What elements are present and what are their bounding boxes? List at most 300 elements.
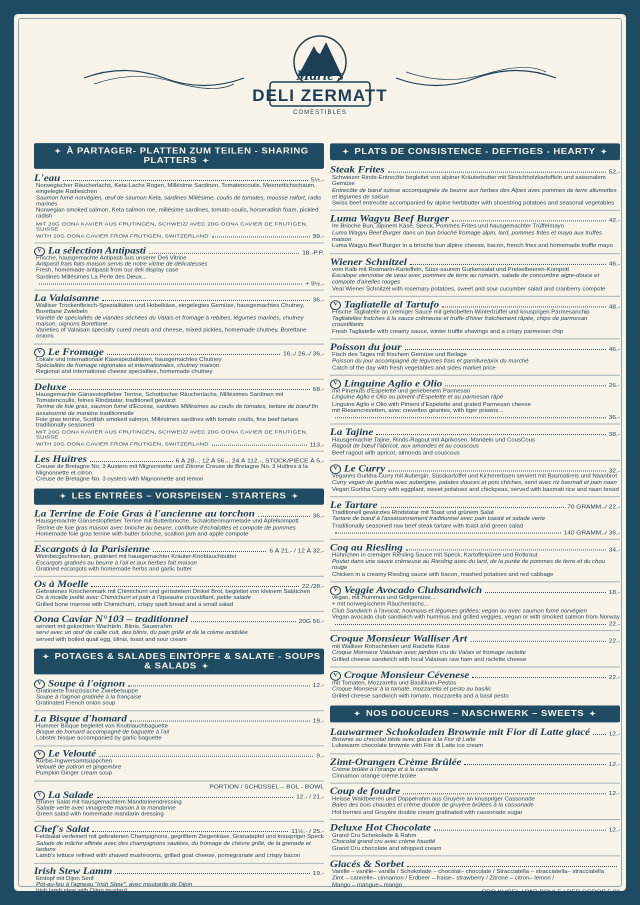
dotted-leader (39, 284, 302, 285)
item-description: Kürbis-Ingwersamtsüppchen (36, 758, 113, 765)
item-separator (34, 745, 324, 746)
item-description: Ragoût de bœuf l'abricot, aux amandes et au couscous (332, 444, 479, 450)
dotted-leader (470, 641, 606, 642)
item-price: 22.- (608, 638, 620, 645)
item-name (34, 749, 96, 759)
item-price: 12.- (608, 790, 620, 798)
item-description: Creuse de Bretagne No. 3 oysters with Mignonnette and lemon (36, 477, 204, 483)
item-description: Chicken in a creamy Riesling sauce with bacon, mashed potatoes and red cabbage (332, 572, 554, 578)
dotted-leader (130, 720, 310, 721)
item-description: Im Brioche Bun, alpinem Käse, Speck, Pommes Frites und hausgemachter Trüffelmayo (332, 224, 564, 230)
item-name-text: Le Tartare (330, 499, 378, 511)
item-price: 12.- (608, 731, 620, 738)
item-separator (34, 780, 324, 781)
item-price: 12.- (608, 761, 620, 768)
item-description: Antipasti frais faits maison servis de notre vitrine de délicatesses (36, 262, 208, 268)
item-header (34, 382, 324, 392)
item-name-text: La Salade (48, 789, 94, 800)
item-header (330, 634, 620, 645)
item-header (330, 727, 620, 738)
item-price: 26.- (608, 382, 620, 389)
star-icon: ✦ (59, 492, 67, 501)
item-price: 68.- (312, 386, 324, 393)
item-header (34, 790, 324, 800)
item-name (34, 347, 104, 357)
item-description: Hummer Bisque begleitet von Knoblauchbaguette (36, 723, 169, 730)
soup-item (34, 866, 324, 895)
item-header (330, 500, 620, 511)
item-description: Soupe à l'oignon gratinée à la française (36, 695, 142, 701)
item-name-text: La Valaisanne (34, 293, 100, 304)
dotted-leader (407, 866, 617, 867)
item-name (34, 790, 94, 800)
vegetarian-icon: V (34, 247, 45, 256)
item-price: 32.- (608, 467, 620, 475)
item-description: mit Walliser Rohschinken und Raclette Käse (332, 644, 450, 650)
item-extra (34, 281, 324, 287)
item-separator (34, 821, 324, 822)
section-title: NOS DOUCEURS – NASCHWERK – SWEETS (365, 709, 585, 719)
item-description: Croque Monsieur à la tomate, mozzarella et pesto au basilic (332, 687, 492, 693)
item-separator (330, 630, 620, 631)
item-header (34, 246, 324, 256)
item-header (34, 509, 324, 519)
item-description: Terrine de foie gras, saumon fumé d'Écosse, sardines Millésimes au coulis de tomates, tartare de bœuf fin assaisonné de manière traditionnelle (36, 404, 319, 417)
item-description: Grand Cru chocolate and whipped cream (332, 846, 442, 852)
item-description: Baies des bois chaudes et crème double de gruyère brûlées à la cassonade (332, 803, 534, 809)
logo-subtitle: COMESTIBLES (293, 110, 347, 116)
item-description: Swiss beef entrecôte accompanied by alpine herbbutter with shoestring potatoes and seasonal vegetables (332, 201, 615, 207)
item-price: 22./28.- (301, 583, 324, 590)
item-price-2: 140 GRAMM.-/ 36.- (563, 529, 620, 536)
dotted-leader (69, 389, 309, 390)
item-header (34, 749, 324, 759)
item-name (330, 634, 467, 645)
item-price: 42.- (608, 218, 620, 225)
item-name (330, 463, 385, 474)
star-icon: ✦ (291, 492, 299, 501)
dotted-leader (258, 516, 310, 517)
item-description: Walliser Trockenfleisch-Spezialitäten und Hobelkäse, eingelegtes Gemüse, hausgemachtes Chutney, Borettane Zwiebeln (36, 303, 305, 315)
item-description: Club Sandwich à l'avocat, houmous et légumes grillées; vegan ou avec saumon fumé norvégien (332, 608, 587, 614)
item-header (34, 825, 324, 835)
star-icon: ✦ (54, 147, 62, 156)
item-description: Grilled cheese sandwich with local Valaisan raw ham and raclette cheese (332, 657, 527, 663)
item-description: Hausgemachte Gänsestopfleber Terrine mit Butterbrioche, Schalottenmarmelade und Apfelkompott (36, 519, 299, 525)
item-separator (330, 375, 620, 376)
item-header (34, 579, 324, 589)
item-description: Vegan Gurkha Curry with eggplant, sweet potatoes and chickpeas, served with basmati rice and naan bread (332, 487, 619, 493)
item-separator (330, 496, 620, 497)
item-header (330, 342, 620, 353)
item-description: Escalope viennoise de veau avec pommes de terre au romarin, salade de concombre aigre-douce et compote d'airelles rouges (332, 273, 600, 286)
item-name (34, 614, 188, 624)
item-description: Grilled cheese sandwich with tomato, mozzarella and a basil pesto (332, 693, 509, 700)
main-item (330, 542, 620, 579)
main-item (330, 634, 620, 664)
main-item (330, 670, 620, 700)
dotted-leader (388, 471, 606, 472)
item-price: 20G 56.- (298, 618, 324, 625)
logo-title: DELI ZERMATT (252, 86, 388, 105)
item-description: Velouté de potiron et gingembre (36, 765, 122, 771)
dotted-leader (90, 461, 173, 462)
item-description: Salade de mâche affinée avec des champignons sautées, du fromage de chèvre grillé, de la grenade et lardons (36, 841, 311, 853)
item-description: Gratinierte französische Zwiebelsuppe (36, 688, 139, 694)
item-description: Fresh Tagliatelle with creamy sauce, winter truffle shavings and a crispy parmesan chip (332, 329, 564, 335)
star-icon: ✦ (342, 147, 350, 156)
item-name-text: Les Huîtres (34, 454, 87, 465)
item-name (330, 257, 407, 268)
item-header (330, 585, 620, 596)
main-item (330, 378, 620, 421)
item-description: Salade verte avec vinaigrette maison à la mandarine (36, 806, 176, 812)
item-description: Crème brûlée à l'orange et à la cannelle (332, 767, 439, 773)
item-description: vom Kalb mit Rosmarin-Kartoffeln, Süss-saurem Gurkensalat und Preiselbeeren-Kompott (332, 267, 569, 273)
dotted-leader (405, 349, 606, 350)
item-description: Traditionally seasoned raw beef steak tartare with toast and green salad (332, 523, 524, 529)
item-description: Bisque de homard accompagné de baguette à l'ail (36, 730, 170, 736)
item-note-2: WITH 20G OONA CAVIER FROM FRUTIGEN, SWITZERLAND (36, 233, 209, 239)
item-price: 12.- (312, 682, 324, 689)
section-title: LES ENTRÉES – VORSPEISEN - STARTERS (71, 492, 287, 502)
item-price: 48.- (608, 303, 620, 310)
item-separator (330, 424, 620, 425)
item-description: Vegan avocado club sandwich with hummus and grilled veggies, vegan or with smoked salmon from Norway (332, 614, 620, 621)
item-name-text: Lauwarmer Schokoladen Brownie mit Fior di Latte glacé (330, 726, 591, 738)
soup-item (34, 714, 324, 743)
item-header (330, 214, 620, 225)
item-description: Luma Wagyu Beef Burger dans un bun brioché fromage alpin, lard, pommes frites et mayo aux truffes maison (332, 230, 603, 243)
item-name-text: Oona Caviar N°103 – traditionnel (34, 614, 189, 625)
item-separator (34, 378, 324, 379)
item-price: 18.- (608, 589, 620, 596)
item-description: Brownie au chocolat tiède avec glace à la Fior di Latte (332, 737, 476, 743)
item-header (330, 757, 620, 768)
section-header-sweets (330, 706, 620, 723)
star-icon: ✦ (201, 662, 209, 670)
item-description: serviert mit gekochten Wachteln, Blinis, Sauerrahm (36, 624, 172, 630)
item-header (330, 427, 620, 438)
item-name-text: Croque Monsieur Walliser Art (330, 633, 468, 645)
item-description: Hühnchen in cremiger Riesling Sauce mit Speck, Kartoffelpüree und Rotkraut (332, 552, 538, 559)
dotted-leader (153, 551, 267, 552)
star-icon: ✦ (42, 652, 50, 661)
item-header (330, 378, 620, 389)
deli-logo (240, 32, 400, 128)
menu-page (14, 14, 626, 896)
item-header (34, 679, 324, 689)
item-description: Beef ragout with apricot, almonds and couscous (332, 450, 460, 457)
dotted-leader (445, 385, 606, 386)
vegetarian-icon: V (34, 749, 45, 758)
item-header (34, 866, 324, 876)
item-description: vegan, mit Hummus und Grillgemüse... (332, 595, 436, 601)
item-name (34, 825, 89, 835)
vegetarian-icon: V (330, 300, 341, 310)
item-description: Hausgemachte Tajine, Rinds-Ragout mit Aprikosen, Mandeln und CousCous (332, 437, 536, 444)
item-name (330, 585, 482, 596)
item-header (34, 293, 324, 303)
item-header (34, 173, 324, 183)
starter-item (34, 544, 324, 573)
dotted-leader (335, 532, 561, 533)
item-header (330, 786, 620, 797)
item-separator (330, 338, 620, 339)
item-note-2: WITH 20G OONA CAVIER FROM FRUTIGEN, SWITZERLAND (36, 442, 209, 448)
item-price: 12.- / 21.- (296, 793, 324, 800)
item-name-text: Veggie Avocado Clubsandwich (344, 584, 483, 596)
item-separator (330, 296, 620, 297)
item-description: Curry vegan de gurkha avec aubergine, patates douces et pois chiches, servi avec riz basmati et pain naan (332, 480, 617, 486)
item-separator (34, 611, 324, 612)
item-description: Tagliatelles fraîches à la sauce crémeuse et truffe d'hiver fraîchement râpée, chips de parmesan croustillants (332, 316, 588, 329)
star-icon: ✦ (202, 156, 210, 165)
item-name (34, 246, 146, 256)
section-header-starters (34, 489, 324, 505)
vegetarian-icon: V (330, 586, 341, 596)
main-item (330, 165, 620, 208)
sharing-item (34, 173, 324, 240)
item-price: 19.- (312, 870, 324, 877)
item-description: Fisch des Tages mit frischem Gemüse und Beilage (332, 352, 467, 358)
section-title: POTAGES & SALADES EINTÖPFE & SALATE - SOUPS & SALADS (54, 651, 321, 671)
item-price-2: 99.- (312, 233, 324, 240)
item-description: Lokale und internationale Käsespezialitäten, hausgemachtes Chutney (36, 357, 222, 363)
vegetarian-icon: V (330, 464, 341, 474)
item-price: 18.-P.P. (302, 250, 324, 257)
left-column (34, 138, 324, 898)
item-price: 12.- (608, 827, 620, 834)
logo-script: Marie's (296, 68, 344, 84)
item-description: Foie gras terrine, Scottish smoked salmon, Millésimes sardines with tomato coulis, fine beef tartare traditionally seasoned (36, 417, 299, 429)
item-description: Veganes Gurkha-Curry mit Aubergin, Süsskartoffel und Kichererbsen serviert mit Basmatireis und Naanbrot (332, 474, 618, 480)
dotted-leader (92, 832, 288, 833)
right-column (330, 138, 620, 898)
item-separator (34, 863, 324, 864)
item-name (330, 786, 400, 797)
item-separator (330, 855, 620, 856)
item-name (330, 378, 442, 389)
dotted-leader (102, 300, 310, 301)
item-name (330, 727, 590, 738)
sharing-item (34, 382, 324, 449)
item-description: Entrecôte de bœuf suisse accompagnée de beurre aux herbes des Alpes avec pommes de terre allumettes et légumes de saison (332, 188, 617, 200)
item-price: 5½.- (310, 177, 324, 184)
sharing-item (34, 455, 324, 484)
star-icon: ✦ (589, 709, 597, 718)
item-description: Spécialités de fromage régionales et internationales, chutney maison (36, 363, 220, 369)
item-description: mit Tomaten, Mozzarella und Basilikum-Pestos (332, 680, 457, 687)
item-name-text: Coup de foudre (330, 786, 401, 798)
dotted-leader (381, 507, 565, 508)
item-separator (34, 451, 324, 452)
dotted-leader (212, 445, 307, 446)
item-description: Weinbergschnecken, gratiniert mit hausgemachter Kräuter-Knoblauchbutter (36, 554, 237, 560)
vegetarian-icon: V (34, 679, 45, 688)
item-price: 6 À 21.- / 12 À 32.- (269, 548, 324, 555)
main-item (330, 342, 620, 372)
item-description: Veal Wiener Schnitzel with rosemary potatoes, sweet and sour cucumber salad and cranberry compote (332, 286, 606, 292)
item-description: Pot-au-feu à l'agneau "Irish Stew", avec moutarde de Dijon (36, 882, 193, 888)
item-description: Lobster bisque accompanied by garlic baguette (36, 736, 162, 742)
item-price-2: 113.- (309, 442, 324, 449)
item-price: 6 À 28.-, 12 À 56.-, 24 À 112.-, STÜCK/PIÈCE À 5.- (175, 458, 324, 465)
sharing-item (34, 246, 324, 287)
item-extra (330, 889, 620, 895)
sharing-item (34, 293, 324, 341)
item-price: 22.- (608, 674, 620, 681)
main-item (330, 500, 620, 536)
item-name-text: Deluxe Hot Chocolate (330, 822, 431, 834)
portion-note: PORTION / SCHÜSSEL – BOL - BOWL (209, 783, 324, 790)
item-header (330, 670, 620, 681)
item-price: 46.- (608, 260, 620, 268)
item-separator (34, 290, 324, 291)
item-description: Mango – mangue– mango (332, 882, 403, 888)
item-name-text: La sélection Antipasti (48, 245, 146, 257)
vegetarian-icon: V (34, 790, 45, 799)
item-name-text: Linguine Aglio e Olio (344, 378, 443, 389)
item-name-text: Tagliatelle al Tartufo (344, 299, 440, 310)
dotted-leader (335, 892, 479, 893)
item-header (34, 347, 324, 357)
dotted-leader (485, 592, 606, 593)
item-description: mit Riesencrevetten, avec crevettes géantes, with tiger prawns... (332, 408, 504, 414)
item-price: 38.- (608, 431, 620, 438)
dotted-leader (403, 793, 606, 794)
item-description: mit Pinenuts d'Espelette und geriebenem Parmesan (332, 388, 471, 395)
dotted-leader (452, 221, 606, 222)
item-description: Escargots gratinés au beurre à l'ail et aux herbes fait maison (36, 560, 197, 566)
dotted-leader (115, 873, 310, 874)
item-price-2: + 9½.- (305, 281, 324, 288)
item-extra (330, 530, 620, 536)
item-description: Chocolat grand cru avec crème fouetté (332, 839, 436, 846)
main-item (330, 585, 620, 628)
item-header (330, 463, 620, 474)
item-description: Catch of the day with fresh vegetables and sides market price (332, 365, 496, 371)
item-description: Schweizer Rinds-Entrecôte begleitet von alpiner Kräuterbutter mit Streichholzkartoffeln und saisonalem Gemüse (332, 175, 606, 188)
item-note: MIT 20G OONA KAVIER AUS FRUTINGEN, SCHWEIZ/ AVEC 20G OONA CAVIER DE FRUTIGEN, SUISSE (36, 430, 308, 441)
item-name-text: Steak Frites (330, 164, 385, 176)
item-name (34, 382, 66, 392)
item-header (34, 544, 324, 554)
item-price: 11½.- / 25.- (291, 828, 324, 835)
item-description: Tartare de bœuf à l'assaisonnement traditionnel avec pain toasté et salade verte (332, 516, 546, 523)
item-separator (330, 581, 620, 582)
vegetarian-icon: V (330, 379, 341, 389)
item-name (34, 173, 60, 183)
sweet-item (330, 823, 620, 853)
dotted-leader (99, 755, 313, 756)
item-header (330, 165, 620, 176)
main-item (330, 299, 620, 336)
item-description: Grilled bone marrow with Chimichurri, crispy spelt bread and a small salad (36, 602, 234, 608)
item-name-text: Os à Moelle (34, 579, 89, 590)
item-description: Grand Cru Schokolade & Rahm (332, 833, 417, 839)
sweet-item (330, 859, 620, 895)
main-item (330, 257, 620, 294)
item-header (34, 455, 324, 465)
item-description: Lamb's lettuce refined with shaved mushrooms, grilled goat cheese, pomegranate and crispy bacon (36, 853, 301, 859)
item-name (330, 214, 449, 225)
item-note: MIT 20G OONA KAVIER AUS FRUTINGEN, SCHWEIZ/ AVEC 20G OONA CAVIER DE FRUTIGEN, SUISSE (36, 221, 308, 233)
starter-item (34, 579, 324, 608)
dotted-leader (191, 621, 296, 622)
dotted-leader (212, 236, 310, 237)
item-header (330, 257, 620, 268)
item-separator (34, 576, 324, 577)
item-description: Gebratenes Knochenmark mit Chimichurri und geröstetem Dinkel Brot, begleitet von kleinem Salätchen (36, 589, 311, 595)
item-name (34, 866, 112, 876)
item-extra (34, 233, 324, 240)
item-name-text: La Tajine (330, 427, 374, 438)
item-separator (330, 819, 620, 820)
item-description: Fresh, homemade antipasti from our deli display case (36, 268, 179, 274)
item-name-text: Irish Stew Lamm (34, 865, 113, 877)
item-name (330, 859, 404, 870)
vegetarian-icon: V (34, 348, 45, 357)
item-description: Eintopf mit Dijon Senf (36, 876, 94, 882)
item-price-2: PRO KUGEL / PAR BOULE / PER SCOOP 5.00 (481, 888, 620, 896)
soup-item (34, 825, 324, 860)
dotted-leader (472, 677, 606, 678)
item-description: Green salad with homemade mandarin dressing (36, 812, 164, 818)
item-description: Croque Monsieur Valaisan avec jambon cru du Valais et fromage raclette (332, 650, 526, 657)
item-name (330, 823, 431, 834)
item-name (330, 542, 403, 553)
item-separator (34, 343, 324, 344)
item-name-text: Chef's Salat (34, 824, 90, 835)
item-price: 52.- (608, 169, 620, 176)
item-price: 36.- (312, 513, 324, 520)
dotted-leader (335, 624, 606, 625)
dotted-leader (434, 830, 606, 831)
item-name-text: La Bisque d'homard (34, 713, 127, 724)
item-price: 19.- (312, 717, 324, 724)
item-separator (34, 242, 324, 243)
item-name (330, 500, 378, 511)
item-price: 9.- (316, 752, 324, 759)
item-header (330, 542, 620, 553)
item-extra (34, 442, 324, 449)
vegetarian-icon: V (330, 671, 341, 681)
item-name (34, 293, 99, 303)
starter-item (34, 509, 324, 538)
soup-item (34, 784, 324, 819)
dotted-leader (97, 797, 294, 798)
item-name-text: Luma Wagyu Beef Burger (330, 213, 450, 225)
item-price: 36.- (312, 297, 324, 304)
item-name (330, 670, 469, 681)
item-name-text: Poisson du jour (330, 342, 402, 353)
item-name-text: L'eau (34, 173, 61, 184)
section-title: À PARTAGER- PLATTEN ZUM TEILEN - SHARING PLATTERS (66, 146, 309, 166)
item-price: 70 GRAMM.-/ 22.- (567, 504, 620, 511)
item-description: Frische, hausgemachte Antipasti aus unserer Deli Vitrine (36, 256, 187, 262)
item-separator (34, 541, 324, 542)
item-description: Irish lamb stew with Dijon mustard (36, 888, 128, 894)
starter-item (34, 614, 324, 643)
dotted-leader (410, 264, 606, 265)
item-description: Terrine de foie gras maison avec brioche au beurre, confiture d'échalottes et compote de pommes (36, 525, 296, 531)
sweet-item (330, 786, 620, 816)
item-name-text: Coq au Riesling (330, 542, 403, 553)
item-price: 46.- (608, 346, 620, 353)
section-header-mains (330, 143, 620, 160)
dotted-leader (91, 586, 299, 587)
